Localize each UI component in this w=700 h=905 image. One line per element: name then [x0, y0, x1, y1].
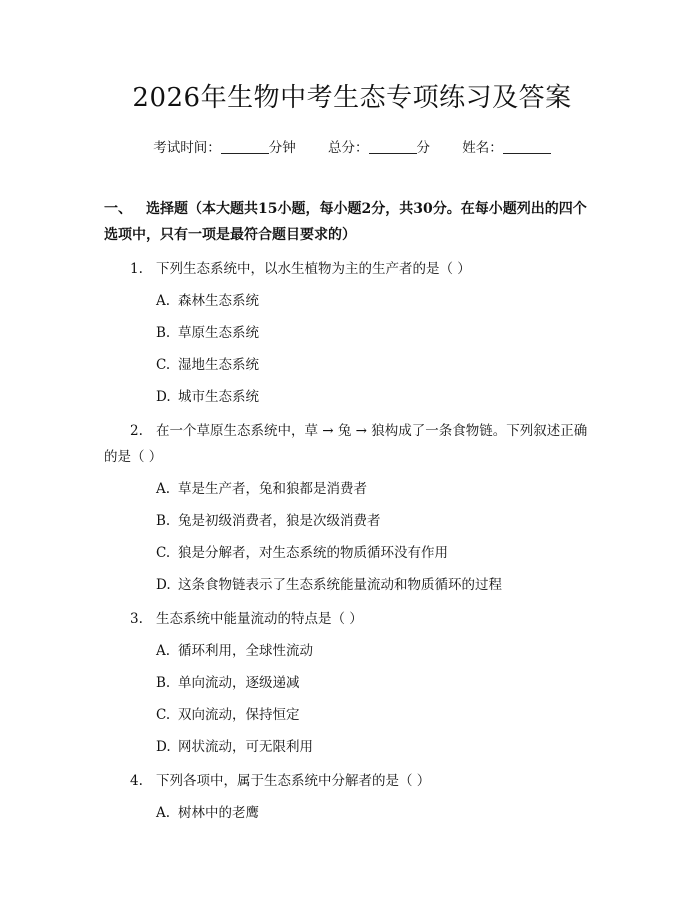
option-letter: A.: [156, 481, 171, 497]
question-text: 在一个草原生态系统中，草 → 兔 → 狼构成了一条食物链。下列叙述正确的是（ ）: [104, 423, 588, 465]
question-block: [104, 418, 600, 598]
option-list: [104, 800, 600, 826]
option-letter: B.: [156, 675, 171, 691]
option-c[interactable]: [156, 540, 600, 566]
option-letter: C.: [156, 707, 171, 723]
score-blank[interactable]: [369, 139, 417, 154]
option-letter: A.: [156, 643, 171, 659]
option-a[interactable]: [156, 288, 600, 314]
question-number: 2.: [130, 423, 143, 439]
question-block: [104, 768, 600, 826]
question-block: [104, 606, 600, 760]
score-unit: 分: [416, 140, 430, 156]
question-text: 生态系统中能量流动的特点是（ ）: [156, 611, 363, 627]
exam-meta: [104, 138, 600, 158]
option-b[interactable]: [156, 320, 600, 346]
question-number: 3.: [130, 611, 143, 627]
option-text: 单向流动，逐级递减: [178, 675, 300, 691]
time-unit: 分钟: [268, 140, 296, 156]
option-c[interactable]: [156, 352, 600, 378]
option-letter: D.: [156, 739, 171, 755]
question-stem: [104, 768, 600, 794]
question-text: 下列各项中，属于生态系统中分解者的是（ ）: [156, 773, 431, 789]
option-b[interactable]: [156, 670, 600, 696]
option-letter: D.: [156, 577, 171, 593]
option-text: 双向流动，保持恒定: [178, 707, 300, 723]
option-text: 循环利用，全球性流动: [178, 643, 313, 659]
question-stem: [104, 606, 600, 632]
section-number: 一、: [104, 201, 132, 217]
time-label: 考试时间：: [153, 140, 221, 156]
option-text: 树林中的老鹰: [178, 805, 259, 821]
option-list: [104, 288, 600, 410]
option-text: 草是生产者，兔和狼都是消费者: [178, 481, 367, 497]
option-b[interactable]: [156, 508, 600, 534]
option-text: 兔是初级消费者，狼是次级消费者: [178, 513, 381, 529]
option-text: 草原生态系统: [178, 325, 259, 341]
question-number: 1.: [130, 261, 143, 277]
option-d[interactable]: [156, 734, 600, 760]
section-heading: [104, 196, 600, 248]
option-text: 城市生态系统: [178, 389, 259, 405]
option-a[interactable]: [156, 800, 600, 826]
option-letter: B.: [156, 513, 171, 529]
option-letter: A.: [156, 293, 171, 309]
score-field: [328, 138, 430, 158]
option-d[interactable]: [156, 572, 600, 598]
option-letter: C.: [156, 545, 171, 561]
option-letter: D.: [156, 389, 171, 405]
option-a[interactable]: [156, 476, 600, 502]
page-title: 2026年生物中考生态专项练习及答案: [132, 83, 572, 113]
score-label: 总分：: [328, 140, 369, 156]
option-letter: C.: [156, 357, 171, 373]
option-a[interactable]: [156, 638, 600, 664]
option-text: 网状流动，可无限利用: [178, 739, 313, 755]
option-text: 狼是分解者，对生态系统的物质循环没有作用: [178, 545, 448, 561]
option-text: 这条食物链表示了生态系统能量流动和物质循环的过程: [178, 577, 502, 593]
name-label: 姓名：: [462, 140, 503, 156]
option-list: [104, 476, 600, 598]
name-blank[interactable]: [503, 139, 551, 154]
option-list: [104, 638, 600, 760]
option-d[interactable]: [156, 384, 600, 410]
option-c[interactable]: [156, 702, 600, 728]
option-text: 森林生态系统: [178, 293, 259, 309]
question-stem: [104, 418, 600, 470]
option-letter: A.: [156, 805, 171, 821]
question-text: 下列生态系统中，以水生植物为主的生产者的是（ ）: [156, 261, 471, 277]
section-instructions: 选择题（本大题共15小题，每小题2分，共30分。在每小题列出的四个选项中，只有一项是最符合题目要求的）: [104, 201, 587, 243]
time-field: [153, 138, 296, 158]
name-field: [462, 138, 551, 158]
question-block: [104, 256, 600, 410]
option-letter: B.: [156, 325, 171, 341]
time-blank[interactable]: [221, 139, 269, 154]
question-number: 4.: [130, 773, 143, 789]
option-text: 湿地生态系统: [178, 357, 259, 373]
question-stem: [104, 256, 600, 282]
